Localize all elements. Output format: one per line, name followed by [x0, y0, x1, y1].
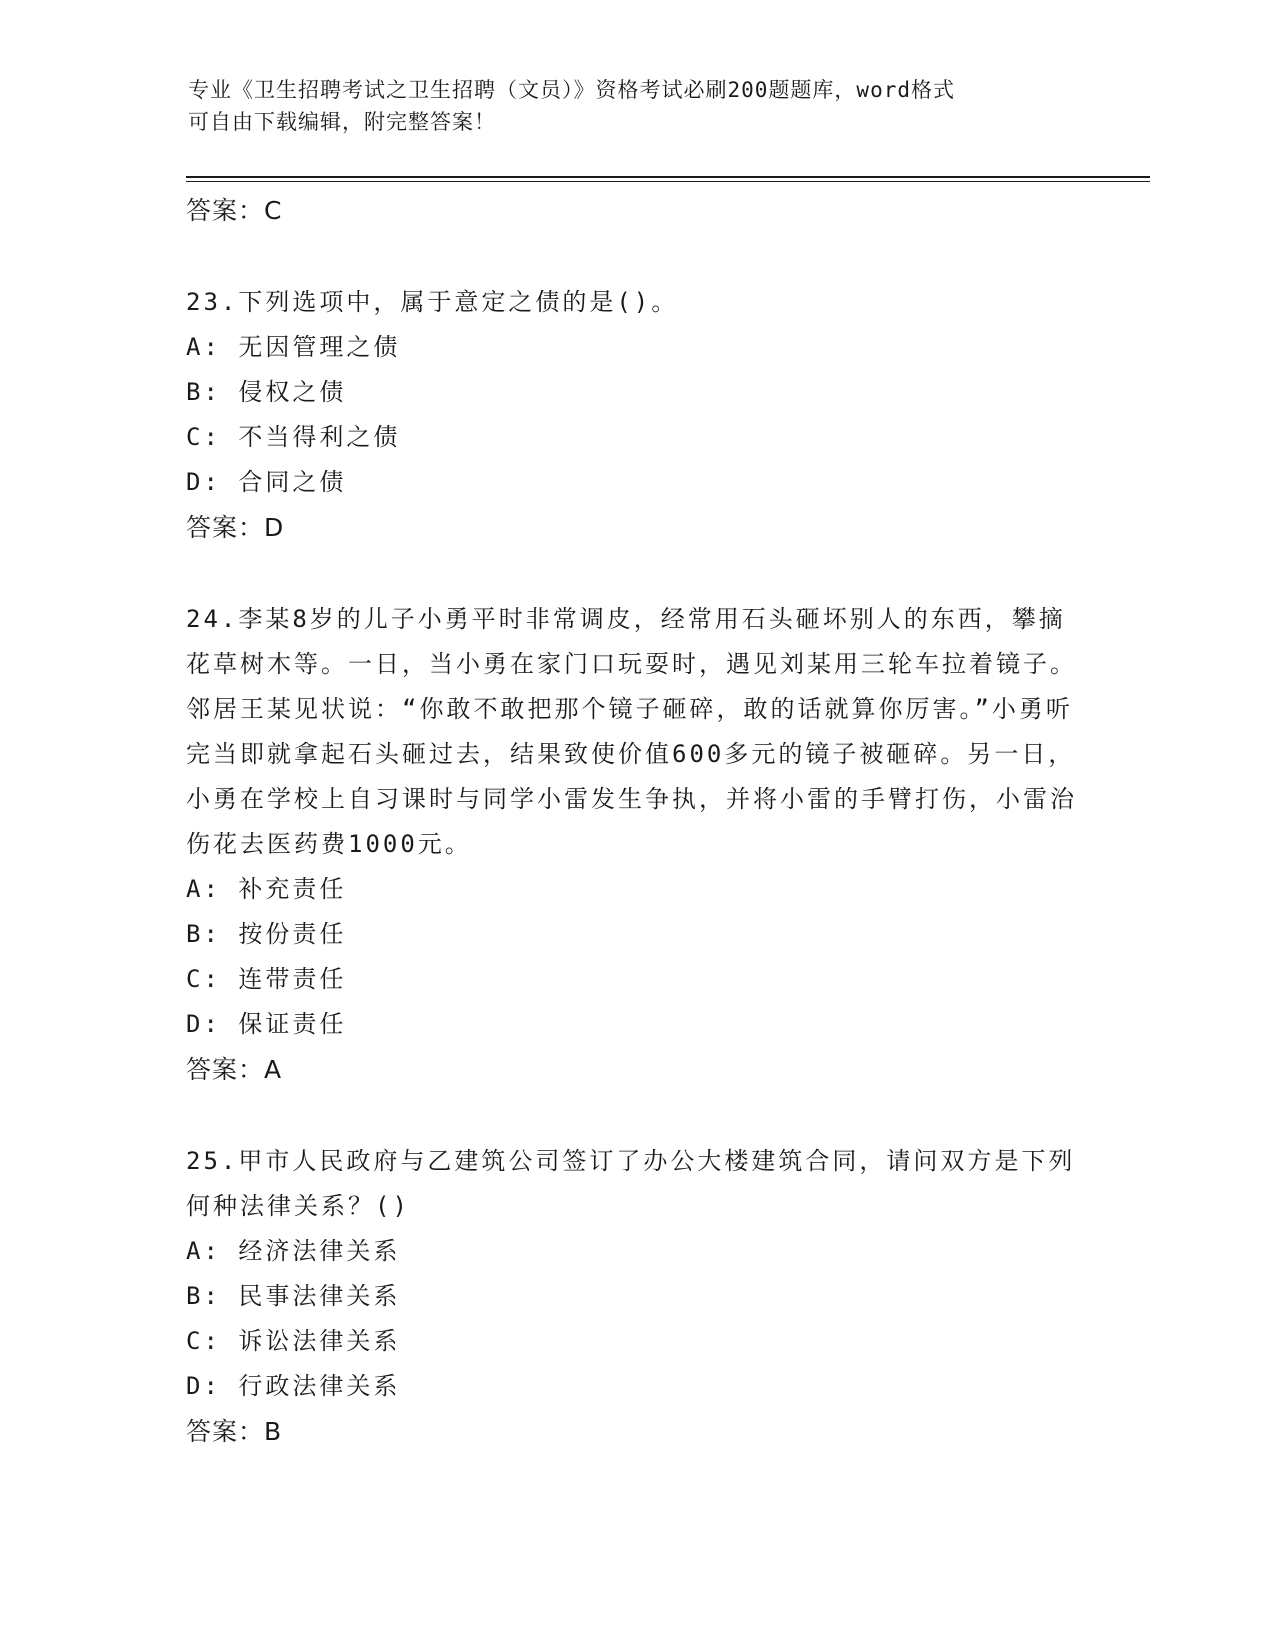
- option-c: C: 诉讼法律关系: [186, 1327, 401, 1355]
- document-body: [186, 188, 1086, 1455]
- option-d: D: 行政法律关系: [186, 1372, 401, 1400]
- option-b: B: 民事法律关系: [186, 1282, 401, 1310]
- header-divider-thick: [186, 176, 1150, 178]
- question-text: 24.李某8岁的儿子小勇平时非常调皮，经常用石头砸坏别人的东西，攀摘花草树木等。一日，当小勇在家门口玩耍时，遇见刘某用三轮车拉着镜子。邻居王某见状说：“你敢不敢把那个镜子砸碎，敢的话就算你厉害。”小勇听完当即就拿起石头砸过去，结果致使价值600多元的镜子被砸碎。另一日，小勇在学校上自习课时与同学小雷发生争执，并将小雷的手臂打伤，小雷治伤花去医药费1000元。: [186, 605, 1077, 858]
- question-text: 25.甲市人民政府与乙建筑公司签订了办公大楼建筑合同，请问双方是下列何种法律关系？(): [186, 1147, 1076, 1220]
- answer: 答案：A: [186, 1055, 283, 1084]
- answer: 答案：D: [186, 513, 285, 542]
- option-a: A: 经济法律关系: [186, 1237, 401, 1265]
- header-line-2: 可自由下载编辑，附完整答案！: [188, 110, 496, 134]
- question-25: [186, 1139, 1086, 1455]
- option-a: A: 补充责任: [186, 875, 347, 903]
- option-c: C: 不当得利之债: [186, 423, 401, 451]
- option-b: B: 按份责任: [186, 920, 347, 948]
- question-23: [186, 280, 1086, 551]
- document-header: [188, 74, 1068, 138]
- question-text: 23.下列选项中，属于意定之债的是()。: [186, 288, 679, 316]
- option-a: A: 无因管理之债: [186, 333, 401, 361]
- option-d: D: 合同之债: [186, 468, 347, 496]
- header-divider-thin: [186, 181, 1150, 182]
- option-d: D: 保证责任: [186, 1010, 347, 1038]
- header-line-1: 专业《卫生招聘考试之卫生招聘（文员）》资格考试必刷200题题库，word格式: [188, 78, 955, 102]
- question-24: [186, 597, 1086, 1093]
- option-b: B: 侵权之债: [186, 378, 347, 406]
- option-c: C: 连带责任: [186, 965, 347, 993]
- answer: 答案：B: [186, 1417, 283, 1446]
- previous-answer: 答案：C: [186, 196, 283, 225]
